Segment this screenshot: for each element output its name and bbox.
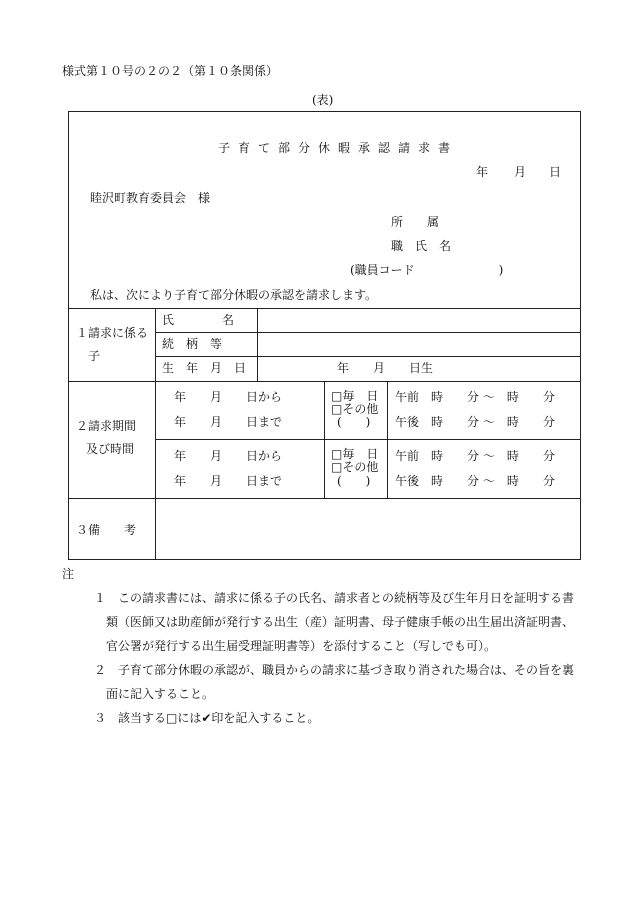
department-label: 所 属 xyxy=(391,215,440,229)
side-label: (表) xyxy=(312,93,334,107)
child-birthdate-label: 生 年 月 日 xyxy=(162,361,247,375)
note-text: 子育て部分休暇の承認が、職員からの請求に基づき取り消された場合は、その旨を裏面に記入すること。 xyxy=(106,663,575,701)
date-day-label: 日 xyxy=(549,165,562,179)
period2-other-checkbox[interactable]: □その他 xyxy=(331,460,379,474)
note-text: 該当する□には✔印を記入すること。 xyxy=(118,711,320,725)
section2-label-line1: ２請求期間 xyxy=(76,419,137,433)
period2-am-time: 午前 時 分 ～ 時 分 xyxy=(395,449,555,463)
note-text: この請求書には、請求に係る子の氏名、請求者との続柄等及び生年月日を証明する書類（医師又は助産師が発行する出生（産）証明書、母子健康手帳の出生届出済証明書、官公署が発行する出生届受理証明書等）を添付すること（写しでも可）。 xyxy=(106,591,575,653)
child-relation-label: 続 柄 等 xyxy=(162,337,223,351)
period2-to: 年 月 日まで xyxy=(174,474,283,488)
period2-pm-time: 午後 時 分 ～ 時 分 xyxy=(395,474,555,488)
period1-from: 年 月 日から xyxy=(174,390,283,404)
period2-other-detail: ( ) xyxy=(337,474,371,488)
period1-to: 年 月 日まで xyxy=(174,415,283,429)
period1-other-checkbox[interactable]: □その他 xyxy=(331,402,379,416)
period1-other-detail: ( ) xyxy=(337,415,371,429)
form-id: 様式第１０号の２の２（第１０条関係） xyxy=(62,64,279,78)
request-statement: 私は、次により子育て部分休暇の承認を請求します。 xyxy=(90,288,378,302)
child-name-label: 氏 名 xyxy=(162,313,235,327)
section1-label-line1: １請求に係る xyxy=(76,326,149,340)
date-month-label: 月 xyxy=(514,165,527,179)
period1-pm-time: 午後 時 分 ～ 時 分 xyxy=(395,415,555,429)
period2-daily-checkbox[interactable]: □毎 日 xyxy=(331,447,379,461)
section1-label-line2: 子 xyxy=(88,349,101,363)
remarks-label: ３備 考 xyxy=(76,523,137,537)
note-number: ２ xyxy=(94,663,107,677)
child-birthdate-value: 年 月 日生 xyxy=(337,361,434,375)
notes-heading: 注 xyxy=(62,567,75,581)
employee-code-label: (職員コード ) xyxy=(350,263,504,277)
period1-am-time: 午前 時 分 ～ 時 分 xyxy=(395,390,555,404)
section2-label-line2: 及び時間 xyxy=(86,442,135,456)
note-number: ３ xyxy=(94,711,107,725)
note-number: １ xyxy=(94,591,107,605)
date-year-label: 年 xyxy=(476,165,489,179)
period2-from: 年 月 日から xyxy=(174,449,283,463)
period1-daily-checkbox[interactable]: □毎 日 xyxy=(331,389,379,403)
form-title: 子育て部分休暇承認請求書 xyxy=(218,141,459,155)
addressee: 睦沢町教育委員会 様 xyxy=(90,191,211,205)
employee-name-label: 職 氏 名 xyxy=(391,239,452,253)
